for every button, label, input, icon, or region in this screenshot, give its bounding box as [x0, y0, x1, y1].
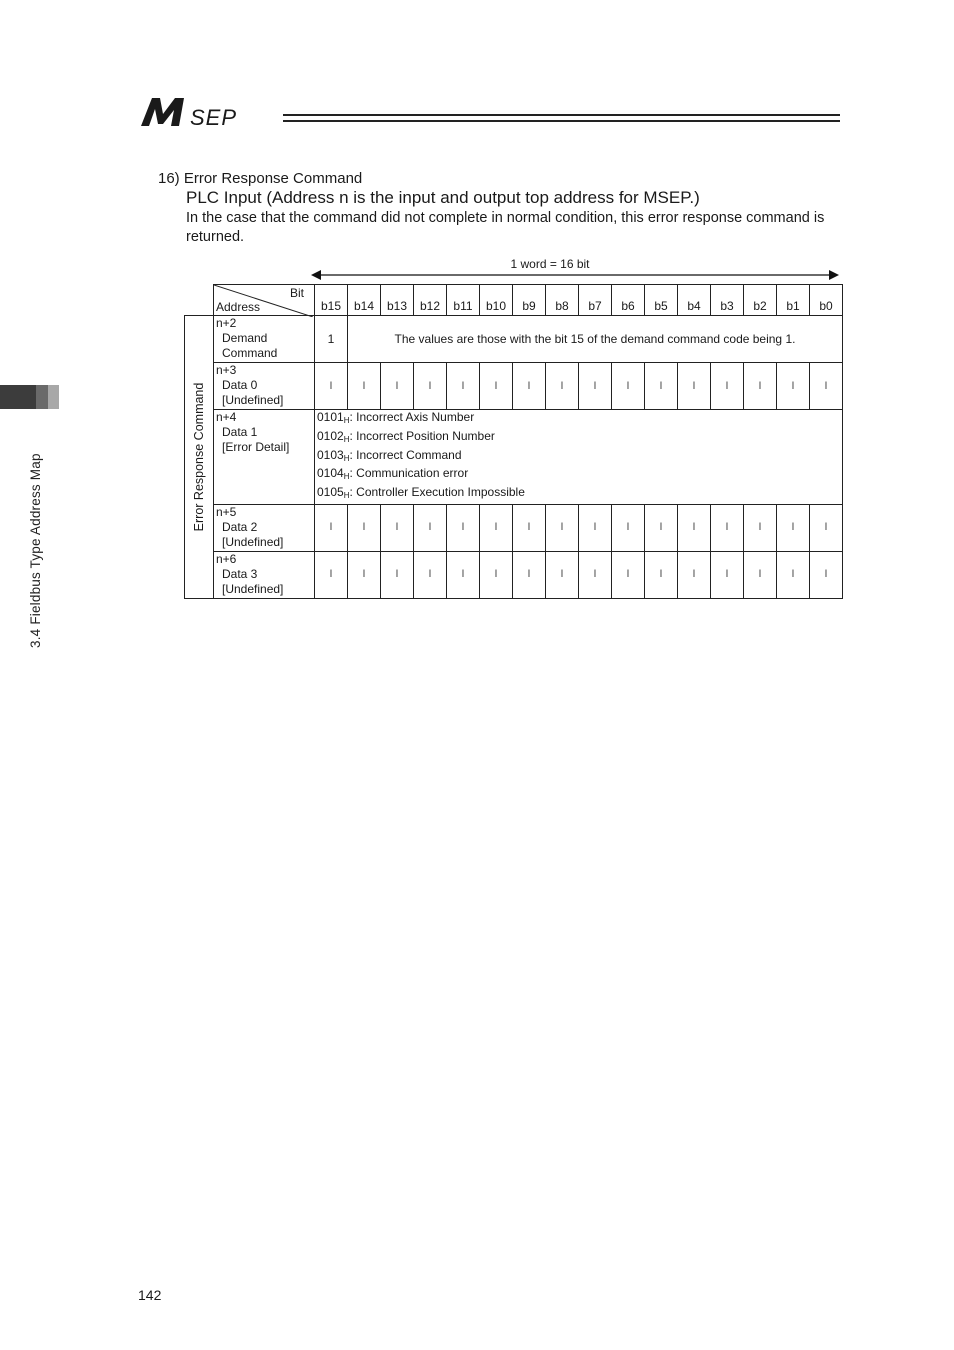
bit-header: b5	[645, 285, 678, 316]
error-code-item	[317, 410, 842, 429]
bit-undefined: l	[678, 551, 711, 598]
bit-undefined: l	[447, 551, 480, 598]
address-note: [Undefined]	[222, 534, 284, 549]
error-code-item	[317, 429, 842, 448]
bit-undefined: l	[579, 551, 612, 598]
bit-undefined: l	[678, 363, 711, 410]
bit-undefined: l	[480, 363, 513, 410]
address-label: n+6	[216, 551, 237, 566]
svg-text:SEP: SEP	[190, 105, 238, 130]
address-name: Data 1	[222, 425, 258, 439]
bit-undefined: l	[645, 551, 678, 598]
bit-undefined: l	[777, 363, 810, 410]
bit-undefined: l	[546, 504, 579, 551]
address-cell	[214, 363, 315, 410]
bit-undefined: l	[612, 504, 645, 551]
error-code: 0104	[317, 466, 344, 481]
error-code-item	[317, 448, 842, 467]
bit-undefined: l	[612, 363, 645, 410]
error-text: : Incorrect Command	[349, 447, 462, 462]
bit-undefined: l	[546, 551, 579, 598]
address-note: Command	[222, 346, 278, 360]
header-rule	[283, 114, 840, 116]
bit-undefined: l	[414, 363, 447, 410]
corner-bit-label: Bit	[289, 286, 304, 300]
bit-undefined: l	[315, 504, 348, 551]
table-row	[185, 316, 843, 363]
chapter-tab-marker	[48, 385, 59, 409]
bit-undefined: l	[480, 504, 513, 551]
error-code: 0105	[317, 485, 344, 500]
bit-header: b3	[711, 285, 744, 316]
chapter-tab-marker	[0, 385, 36, 409]
address-name: Data 3	[222, 566, 258, 581]
bit-undefined: l	[513, 363, 546, 410]
address-name: Data 0	[222, 378, 258, 392]
bit-undefined: l	[645, 504, 678, 551]
table-row	[185, 504, 843, 551]
bit-header: b9	[513, 285, 546, 316]
bit-undefined: l	[348, 363, 381, 410]
bit-undefined: l	[678, 504, 711, 551]
bit-undefined: l	[381, 363, 414, 410]
section-title: 16) Error Response Command	[158, 170, 363, 187]
bit-undefined: l	[711, 551, 744, 598]
bit-header: b0	[810, 285, 843, 316]
error-code: 0101	[317, 410, 344, 424]
bit-undefined: l	[546, 363, 579, 410]
hex-suffix: H	[343, 416, 350, 425]
bit-header: b1	[777, 285, 810, 316]
bit-undefined: l	[480, 551, 513, 598]
header-row	[185, 285, 843, 316]
bit-undefined: l	[777, 504, 810, 551]
bit-header: b8	[546, 285, 579, 316]
bit-undefined: l	[447, 504, 480, 551]
bit-header: b7	[579, 285, 612, 316]
error-code: 0102	[317, 428, 344, 443]
table-row	[185, 551, 843, 598]
address-note: [Undefined]	[222, 581, 284, 596]
bit-undefined: l	[513, 504, 546, 551]
hex-suffix: H	[343, 491, 350, 501]
bit-value: 1	[315, 316, 348, 363]
address-label: n+5	[216, 504, 237, 519]
bit-undefined: l	[381, 551, 414, 598]
error-detail-list	[315, 410, 843, 505]
chapter-side-label: 3.4 Fieldbus Type Address Map	[28, 453, 43, 648]
chapter-tab-marker	[36, 385, 48, 409]
address-cell	[214, 551, 315, 598]
bit-undefined: l	[381, 504, 414, 551]
bit-undefined: l	[711, 363, 744, 410]
page-number: 142	[138, 1287, 162, 1303]
bit-header: b2	[744, 285, 777, 316]
word-size-label: 1 word = 16 bit	[510, 257, 590, 271]
bit-undefined: l	[348, 551, 381, 598]
group-label: Error Response Command	[192, 382, 206, 532]
bit-header: b6	[612, 285, 645, 316]
bit-undefined: l	[348, 504, 381, 551]
address-label: n+4	[216, 410, 237, 424]
table-row	[185, 410, 843, 505]
bit-header: b12	[414, 285, 447, 316]
error-text: : Communication error	[349, 466, 469, 481]
bit-undefined: l	[579, 363, 612, 410]
bit-header: b15	[315, 285, 348, 316]
section-description: In the case that the command did not complete in normal condition, this error response command is returned.	[186, 210, 825, 245]
address-name: Data 2	[222, 519, 258, 534]
bit-header: b11	[447, 285, 480, 316]
error-code-item	[317, 466, 842, 485]
bit-undefined: l	[744, 363, 777, 410]
address-cell	[214, 316, 315, 363]
bit-undefined: l	[744, 551, 777, 598]
group-cell	[185, 316, 214, 599]
corner-address-label: Address	[216, 300, 261, 314]
bit-undefined: l	[810, 504, 843, 551]
bit-undefined: l	[645, 363, 678, 410]
double-arrow-icon	[311, 268, 839, 282]
address-name: Demand	[222, 331, 268, 345]
row-message: The values are those with the bit 15 of the demand command code being 1.	[348, 316, 843, 363]
address-cell	[214, 410, 315, 505]
error-code: 0103	[317, 447, 344, 462]
register-table	[184, 284, 843, 599]
bit-undefined: l	[315, 363, 348, 410]
header-rule	[283, 120, 840, 122]
error-text: : Incorrect Position Number	[349, 428, 495, 443]
bit-undefined: l	[414, 504, 447, 551]
msep-logo	[138, 94, 278, 130]
blank-cell	[185, 285, 214, 316]
address-cell	[214, 504, 315, 551]
corner-cell	[214, 285, 315, 316]
table-row	[185, 363, 843, 410]
bit-undefined: l	[744, 504, 777, 551]
bit-undefined: l	[777, 551, 810, 598]
hex-suffix: H	[343, 434, 350, 444]
bit-undefined: l	[810, 363, 843, 410]
bit-undefined: l	[447, 363, 480, 410]
hex-suffix: H	[343, 472, 350, 482]
address-label: n+3	[216, 363, 237, 377]
address-label: n+2	[216, 316, 237, 330]
bit-undefined: l	[711, 504, 744, 551]
bit-header: b13	[381, 285, 414, 316]
section-subtitle: PLC Input (Address n is the input and output top address for MSEP.)	[186, 188, 700, 207]
error-text: : Incorrect Axis Number	[349, 410, 475, 424]
address-note: [Undefined]	[222, 393, 284, 407]
error-code-item	[317, 485, 842, 504]
bit-undefined: l	[810, 551, 843, 598]
bit-header: b14	[348, 285, 381, 316]
bit-undefined: l	[414, 551, 447, 598]
bit-undefined: l	[579, 504, 612, 551]
bit-undefined: l	[513, 551, 546, 598]
hex-suffix: H	[343, 453, 350, 463]
bit-undefined: l	[315, 551, 348, 598]
bit-undefined: l	[612, 551, 645, 598]
error-text: : Controller Execution Impossible	[349, 485, 525, 500]
bit-header: b4	[678, 285, 711, 316]
address-note: [Error Detail]	[222, 440, 290, 454]
bit-header: b10	[480, 285, 513, 316]
